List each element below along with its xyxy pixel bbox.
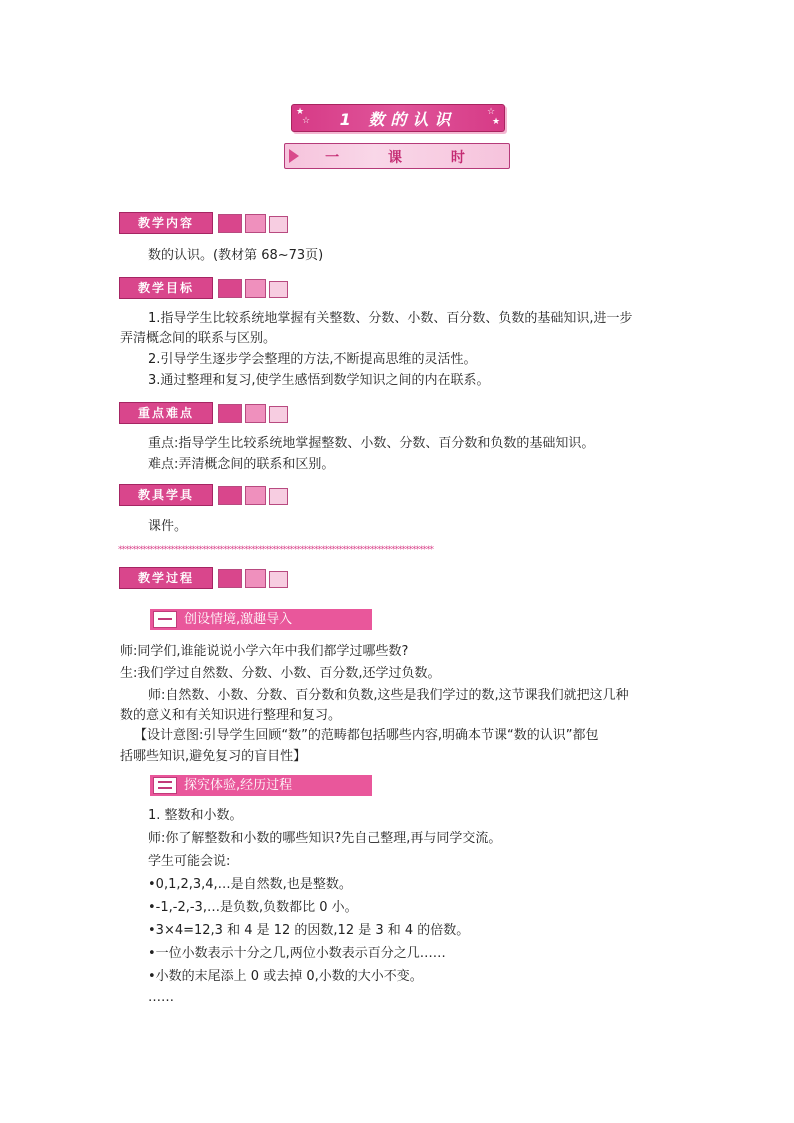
process-line: 师:自然数、小数、分数、百分数和负数,这些是我们学过的数,这节课我们就把这几种 (148, 688, 629, 703)
star-icon: ☆ (487, 107, 496, 117)
step-title: 探究体验,经历过程 (184, 778, 293, 793)
lesson-banner (284, 143, 510, 169)
decor-square (218, 569, 242, 588)
step-number-one-icon (153, 611, 177, 628)
process-line: 数的意义和有关知识进行整理和复习。 (120, 708, 342, 723)
decor-square (218, 404, 242, 423)
section-header-keypoints (119, 402, 297, 424)
goal-2: 2.引导学生逐步学会整理的方法,不断提高思维的灵活性。 (148, 352, 477, 367)
decor-square (245, 279, 266, 298)
decor-square (269, 488, 288, 505)
step-label-1 (150, 609, 372, 630)
section-header-goals (119, 277, 297, 299)
design-intent: 括哪些知识,避免复习的盲目性】 (120, 749, 307, 764)
section-label: 教具学具 (119, 484, 213, 506)
content-text: 数的认识。(教材第 68~73页) (148, 248, 324, 263)
list-item: •-1,-2,-3,…是负数,负数都比 0 小。 (148, 900, 358, 915)
title-banner (291, 104, 505, 132)
process-line: 生:我们学过自然数、分数、小数、百分数,还学过负数。 (120, 666, 441, 681)
decor-square (269, 571, 288, 588)
star-icon: ★ (296, 107, 305, 117)
decor-square (218, 486, 242, 505)
list-item: •0,1,2,3,4,…是自然数,也是整数。 (148, 877, 352, 892)
goal-1b: 弄清概念间的联系与区别。 (120, 331, 277, 346)
decor-square (245, 486, 266, 505)
section-label: 教学过程 (119, 567, 213, 589)
step-label-2 (150, 775, 372, 796)
list-item: …… (148, 990, 174, 1005)
design-intent: 【设计意图:引导学生回顾“数”的范畴都包括哪些内容,明确本节课“数的认识”都包 (134, 728, 599, 743)
goal-3: 3.通过整理和复习,使学生感悟到数学知识之间的内在联系。 (148, 373, 490, 388)
star-icon: ★ (492, 117, 501, 127)
list-item: •小数的末尾添上 0 或去掉 0,小数的大小不变。 (148, 969, 423, 984)
decor-square (218, 279, 242, 298)
process-line: 师:同学们,谁能说说小学六年中我们都学过哪些数? (120, 644, 409, 659)
tools-text: 课件。 (148, 519, 188, 534)
process-line: 1. 整数和小数。 (148, 808, 243, 823)
decor-square (245, 214, 266, 233)
lesson-title: 一 课 时 (325, 150, 487, 166)
goal-1a: 1.指导学生比较系统地掌握有关整数、分数、小数、百分数、负数的基础知识,进一步 (148, 311, 633, 326)
keypoint-2: 难点:弄清概念间的联系和区别。 (148, 457, 335, 472)
section-header-content (119, 212, 297, 234)
section-label: 教学目标 (119, 277, 213, 299)
step-title: 创设情境,激趣导入 (184, 612, 293, 627)
keypoint-1: 重点:指导学生比较系统地掌握整数、小数、分数、百分数和负数的基础知识。 (148, 436, 595, 451)
section-header-process (119, 567, 297, 589)
section-header-tools (119, 484, 297, 506)
list-item: •一位小数表示十分之几,两位小数表示百分之几…… (148, 946, 446, 961)
section-label: 教学内容 (119, 212, 213, 234)
section-label: 重点难点 (119, 402, 213, 424)
process-line: 学生可能会说: (148, 854, 231, 869)
decor-square (245, 569, 266, 588)
decor-square (269, 216, 288, 233)
page-title: 1 数的认识 (339, 110, 457, 129)
list-item: •3×4=12,3 和 4 是 12 的因数,12 是 3 和 4 的倍数。 (148, 923, 470, 938)
decor-square (269, 406, 288, 423)
star-divider: ****************************************************************************************** (118, 545, 433, 555)
star-icon: ☆ (302, 116, 311, 126)
decor-square (218, 214, 242, 233)
decor-square (269, 281, 288, 298)
step-number-two-icon (153, 777, 177, 794)
process-line: 师:你了解整数和小数的哪些知识?先自己整理,再与同学交流。 (148, 831, 502, 846)
decor-square (245, 404, 266, 423)
